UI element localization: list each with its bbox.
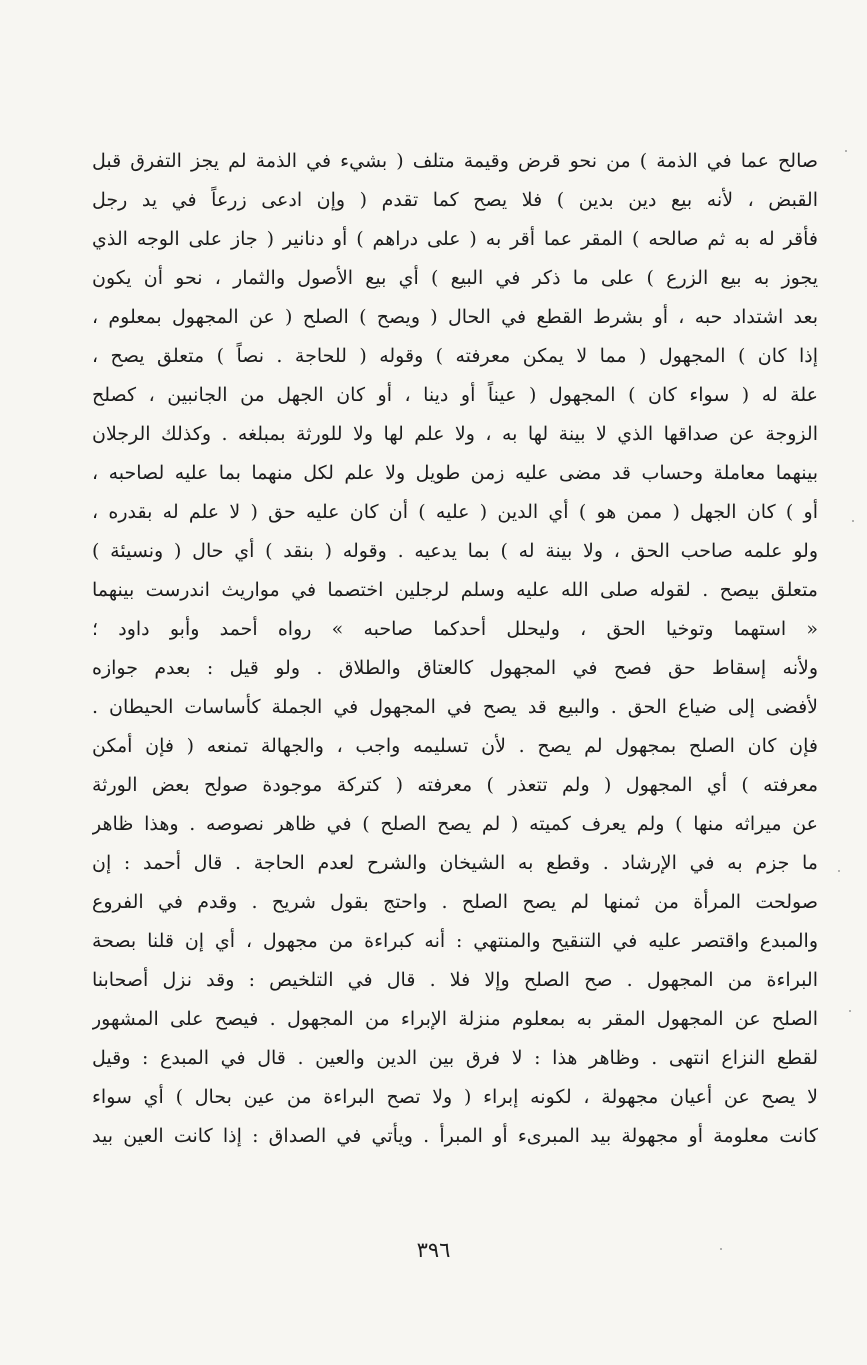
text-line-3: فأقر له به ثم صالحه ) المقر عما أقر به ( على دراهم ) أو دنانير ( جاز على الوجه الذي xyxy=(92,228,818,250)
text-line-22: البراءة من المجهول . صح الصلح وإلا فلا . قال في التلخيص : وقد نزل أصحابنا xyxy=(92,969,818,991)
text-line-15: لأفضى إلى ضياع الحق . والبيع قد يصح في المجهول في الجملة كأساسات الحيطان . xyxy=(92,696,818,718)
text-line-7: علة له ( سواء كان ) المجهول ( عيناً أو دينا ، أو كان الجهل من الجانبين ، كصلح xyxy=(92,384,818,406)
text-line-8: الزوجة عن صداقها الذي لا بينة لها به ، ولا علم لها ولا للورثة بمبلغه . وكذلك الرجلان xyxy=(92,423,818,445)
text-line-2: القبض ، لأنه بيع دين بدين ) فلا يصح كما تقدم ( وإن ادعى زرعاً في يد رجل xyxy=(92,189,818,211)
text-line-26: كانت معلومة أو مجهولة بيد المبرىء أو المبرأ . ويأتي في الصداق : إذا كانت العين بيد xyxy=(92,1125,818,1147)
text-line-5: بعد اشتداد حبه ، أو بشرط القطع في الحال ( ويصح ) الصلح ( عن المجهول بمعلوم ، xyxy=(92,306,818,328)
text-line-12: متعلق بيصح . لقوله صلى الله عليه وسلم لرجلين اختصما في مواريث اندرست بينهما xyxy=(92,579,818,601)
scan-speck xyxy=(720,1248,722,1250)
body-text xyxy=(92,142,818,1156)
text-line-6: إذا كان ) المجهول ( مما لا يمكن معرفته ) وقوله ( للحاجة . نصاً ) متعلق يصح ، xyxy=(92,345,818,367)
scan-speck xyxy=(849,1010,851,1012)
scan-speck xyxy=(852,520,854,522)
text-line-20: صولحت المرأة من ثمنها لم يصح الصلح . واحتج بقول شريح . وقدم في الفروع xyxy=(92,891,818,913)
text-line-23: الصلح عن المجهول المقر به بمعلوم منزلة الإبراء من المجهول . فيصح على المشهور xyxy=(92,1008,818,1030)
text-line-25: لا يصح عن أعيان مجهولة ، لكونه إبراء ( ولا تصح البراءة من عين بحال ) أي سواء xyxy=(92,1086,818,1108)
text-line-18: عن ميراثه منها ) ولم يعرف كميته ( لم يصح الصلح ) في ظاهر نصوصه . وهذا ظاهر xyxy=(92,813,818,835)
text-line-9: بينهما معاملة وحساب قد مضى عليه زمن طويل ولا علم لكل منهما بما عليه لصاحبه ، xyxy=(92,462,818,484)
text-line-19: ما جزم به في الإرشاد . وقطع به الشيخان والشرح لعدم الحاجة . قال أحمد : إن xyxy=(92,852,818,874)
text-line-16: فإن كان الصلح بمجهول لم يصح . لأن تسليمه واجب ، والجهالة تمنعه ( فإن أمكن xyxy=(92,735,818,757)
text-line-11: ولو علمه صاحب الحق ، ولا بينة له ) بما يدعيه . وقوله ( بنقد ) أي حال ( ونسيئة ) xyxy=(92,540,818,562)
text-line-4: يجوز به بيع الزرع ) على ما ذكر في البيع ) أي بيع الأصول والثمار ، نحو أن يكون xyxy=(92,267,818,289)
scan-speck xyxy=(838,870,840,872)
text-line-24: لقطع النزاع انتهى . وظاهر هذا : لا فرق بين الدين والعين . قال في المبدع : وقيل xyxy=(92,1047,818,1069)
text-line-1: صالح عما في الذمة ) من نحو قرض وقيمة متلف ( بشيء في الذمة لم يجز التفرق قبل xyxy=(92,150,818,172)
scan-speck xyxy=(845,150,847,152)
text-line-14: ولأنه إسقاط حق فصح في المجهول كالعتاق والطلاق . ولو قيل : بعدم جوازه xyxy=(92,657,818,679)
text-line-10: أو ) كان الجهل ( ممن هو ) أي الدين ( عليه ) أن كان عليه حق ( لا علم له بقدره ، xyxy=(92,501,818,523)
text-line-21: والمبدع واقتصر عليه في التنقيح والمنتهي : أنه كبراءة من مجهول ، أي إن قلنا بصحة xyxy=(92,930,818,952)
page-number: ٣٩٦ xyxy=(416,1238,451,1262)
text-line-17: معرفته ) أي المجهول ( ولم تتعذر ) معرفته ( كتركة موجودة صولح بعض الورثة xyxy=(92,774,818,796)
text-line-13: « استهما وتوخيا الحق ، وليحلل أحدكما صاحبه » رواه أحمد وأبو داود ؛ xyxy=(92,618,818,640)
